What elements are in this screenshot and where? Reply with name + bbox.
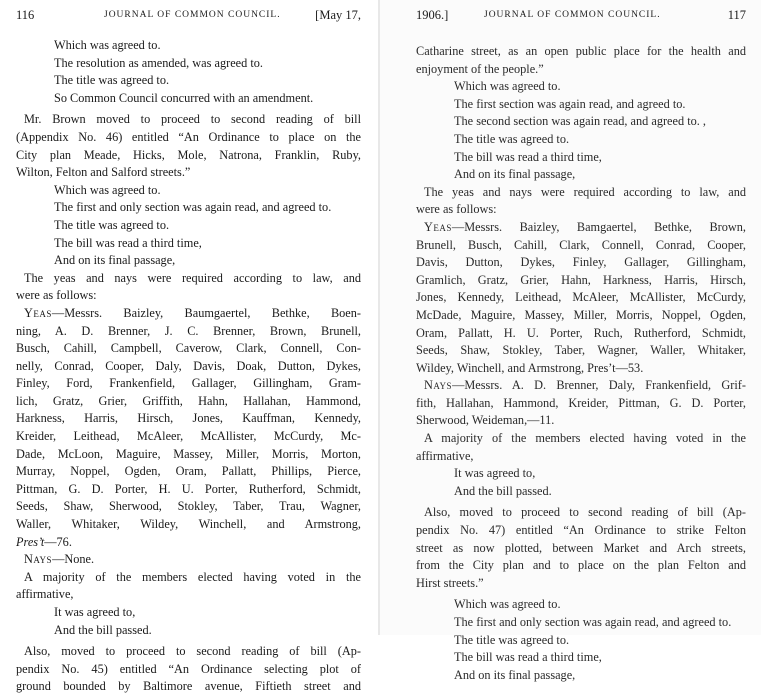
- page-body: [16, 37, 361, 696]
- page-header: [416, 8, 746, 24]
- running-title: JOURNAL OF COMMON COUNCIL.: [104, 10, 281, 20]
- text-line: pendix No. 47) entitled “An Ordinance to strike Felton: [416, 523, 746, 538]
- running-title: JOURNAL OF COMMON COUNCIL.: [484, 10, 661, 20]
- text-line: Davis, Dutton, Dykes, Finley, Gallager, Gillingham,: [416, 255, 746, 270]
- text-line: McDade, Maguire, Massey, Miller, Morris, Noppel, Ogden,: [416, 307, 746, 322]
- text-line: ning, A. D. Brenner, J. C. Brenner, Brown, Brunell,: [16, 323, 361, 338]
- text-line: Harkness, Harris, Hirsch, Jones, Kauffman, Kennedy,: [16, 411, 361, 426]
- text-line: (Appendix No. 46) entitled “An Ordinance to place on the: [16, 129, 361, 144]
- text-line: The second section was again read, and agreed to. ,: [454, 114, 706, 129]
- text-line: Yeas—Messrs. Baizley, Bamgaertel, Bethke, Brown,: [424, 219, 746, 234]
- text-line: It was agreed to,: [54, 605, 136, 619]
- text-line: Murray, Noppel, Ogden, Oram, Pallatt, Phillips, Pierce,: [16, 464, 361, 479]
- text-line: enjoyment of the people.”: [416, 61, 544, 76]
- text-line: Wildey, Winchell, and Armstrong, Pres’t—53.: [416, 360, 644, 375]
- page-number: 117: [727, 8, 746, 22]
- text-line: A majority of the members elected having voted in the: [424, 431, 746, 446]
- page-header: [16, 8, 361, 24]
- text-line: A majority of the members elected having voted in the: [24, 569, 361, 584]
- text-line: from the City plan and to place on the plan Felton and: [416, 558, 746, 573]
- text-line: Hirst streets.”: [416, 575, 484, 590]
- text-line: The title was agreed to.: [54, 73, 170, 88]
- text-line: The first section was again read, and agreed to.: [454, 96, 686, 111]
- text-line: Nays—Messrs. A. D. Brenner, Daly, Frankenfield, Grif-: [424, 378, 746, 393]
- text-line: And the bill passed.: [54, 622, 152, 637]
- text-line: Which was agreed to.: [54, 182, 161, 197]
- text-line: Seeds, Shaw, Stokley, Taber, Wagner, Waller, Whitaker,: [416, 343, 746, 358]
- text-line: Catharine street, as an open public place for the health and: [416, 44, 746, 58]
- text-line: Which was agreed to.: [54, 38, 161, 52]
- text-line: The first and only section was again read, and agreed to.: [54, 200, 332, 215]
- text-line: The title was agreed to.: [54, 217, 170, 232]
- text-line: The bill was read a third time,: [454, 650, 602, 665]
- text-line: Pres’t—76.: [16, 534, 72, 549]
- text-line: Mr. Brown moved to proceed to second reading of bill: [24, 112, 361, 127]
- text-line: Also, moved to proceed to second reading of bill (Ap-: [24, 644, 361, 659]
- text-line: Which was agreed to.: [454, 597, 561, 612]
- header-date: 1906.]: [416, 8, 449, 22]
- text-line: The yeas and nays were required according to law, and: [24, 270, 361, 285]
- text-line: The bill was read a third time,: [454, 149, 602, 164]
- text-line: Dade, McLoon, Maguire, Massey, Miller, Morris, Morton,: [16, 446, 361, 461]
- text-line: And on its final passage,: [54, 253, 176, 268]
- text-line: street as now plotted, between Market and Arch streets,: [416, 540, 746, 555]
- text-line: The resolution as amended, was agreed to.: [54, 55, 263, 70]
- text-line: City plan Meade, Hicks, Mole, Natrona, Franklin, Ruby,: [16, 147, 361, 162]
- text-line: The title was agreed to.: [454, 632, 570, 647]
- text-line: fith, Hallahan, Hammond, Kreider, Pittman, G. D. Porter,: [416, 395, 746, 410]
- text-line: And the bill passed.: [454, 483, 552, 498]
- text-line: Oram, Pallatt, H. U. Porter, Ruch, Rutherford, Schmidt,: [416, 325, 746, 340]
- text-line: Nays—None.: [24, 552, 95, 567]
- text-line: pendix No. 45) entitled “An Ordinance selecting plot of: [16, 661, 361, 676]
- text-line: were as follows:: [416, 202, 497, 217]
- text-line: Gramlich, Gratz, Grier, Hahn, Harkness, Harris, Hirsch,: [416, 272, 746, 287]
- text-line: lich, Gratz, Grier, Griffith, Hahn, Hallahan, Hammond,: [16, 393, 361, 408]
- text-line: Busch, Cahill, Campbell, Caverow, Clark, Connell, Con-: [16, 341, 361, 356]
- text-line: The yeas and nays were required according to law, and: [424, 184, 746, 199]
- text-line: Pittman, G. D. Porter, H. U. Porter, Rutherford, Schmidt,: [16, 481, 361, 496]
- text-line: ground bounded by Baltimore avenue, Fiftieth street and: [16, 679, 361, 694]
- text-line: Wilton, Felton and Salford streets.”: [16, 165, 191, 180]
- text-line: nelly, Conrad, Cooper, Daly, Davis, Doak, Dutton, Dykes,: [16, 358, 361, 373]
- text-line: The bill was read a third time,: [54, 235, 202, 250]
- text-line: Which was agreed to.: [454, 79, 561, 94]
- text-line: Kreider, Leithead, McAleer, McAllister, McCurdy, Mc-: [16, 429, 361, 444]
- left-page: [0, 0, 378, 694]
- text-line: Seeds, Shaw, Sherwood, Stokley, Taber, Trau, Wagner,: [16, 499, 361, 514]
- text-line: And on its final passage,: [454, 167, 576, 182]
- header-date: [May 17,: [315, 8, 361, 22]
- text-line: Yeas—Messrs. Baizley, Baumgaertel, Bethke, Boen-: [24, 305, 361, 320]
- text-line: Jones, Kennedy, Leithead, McAleer, McAllister, McCurdy,: [416, 290, 746, 305]
- page-number: 116: [16, 8, 35, 22]
- text-line: So Common Council concurred with an amendment.: [54, 90, 314, 105]
- text-line: The first and only section was again read, and agreed to.: [454, 615, 732, 629]
- text-line: Sherwood, Weideman,—11.: [416, 413, 555, 428]
- text-line: Also, moved to proceed to second reading of bill (Ap-: [424, 505, 746, 520]
- text-line: affirmative,: [16, 587, 74, 602]
- text-line: were as follows:: [16, 288, 97, 303]
- text-line: Waller, Whitaker, Wildey, Winchell, and Armstrong,: [16, 517, 361, 532]
- text-line: It was agreed to,: [454, 466, 536, 481]
- text-line: And on its final passage,: [454, 667, 576, 682]
- text-line: Brunell, Busch, Cahill, Clark, Connell, Conrad, Cooper,: [416, 237, 746, 252]
- text-line: Finley, Ford, Frankenfield, Gallager, Gillingham, Gram-: [16, 376, 361, 391]
- page-body: [416, 43, 746, 684]
- text-line: The title was agreed to.: [454, 131, 570, 146]
- text-line: affirmative,: [416, 448, 474, 463]
- right-page: [380, 0, 761, 682]
